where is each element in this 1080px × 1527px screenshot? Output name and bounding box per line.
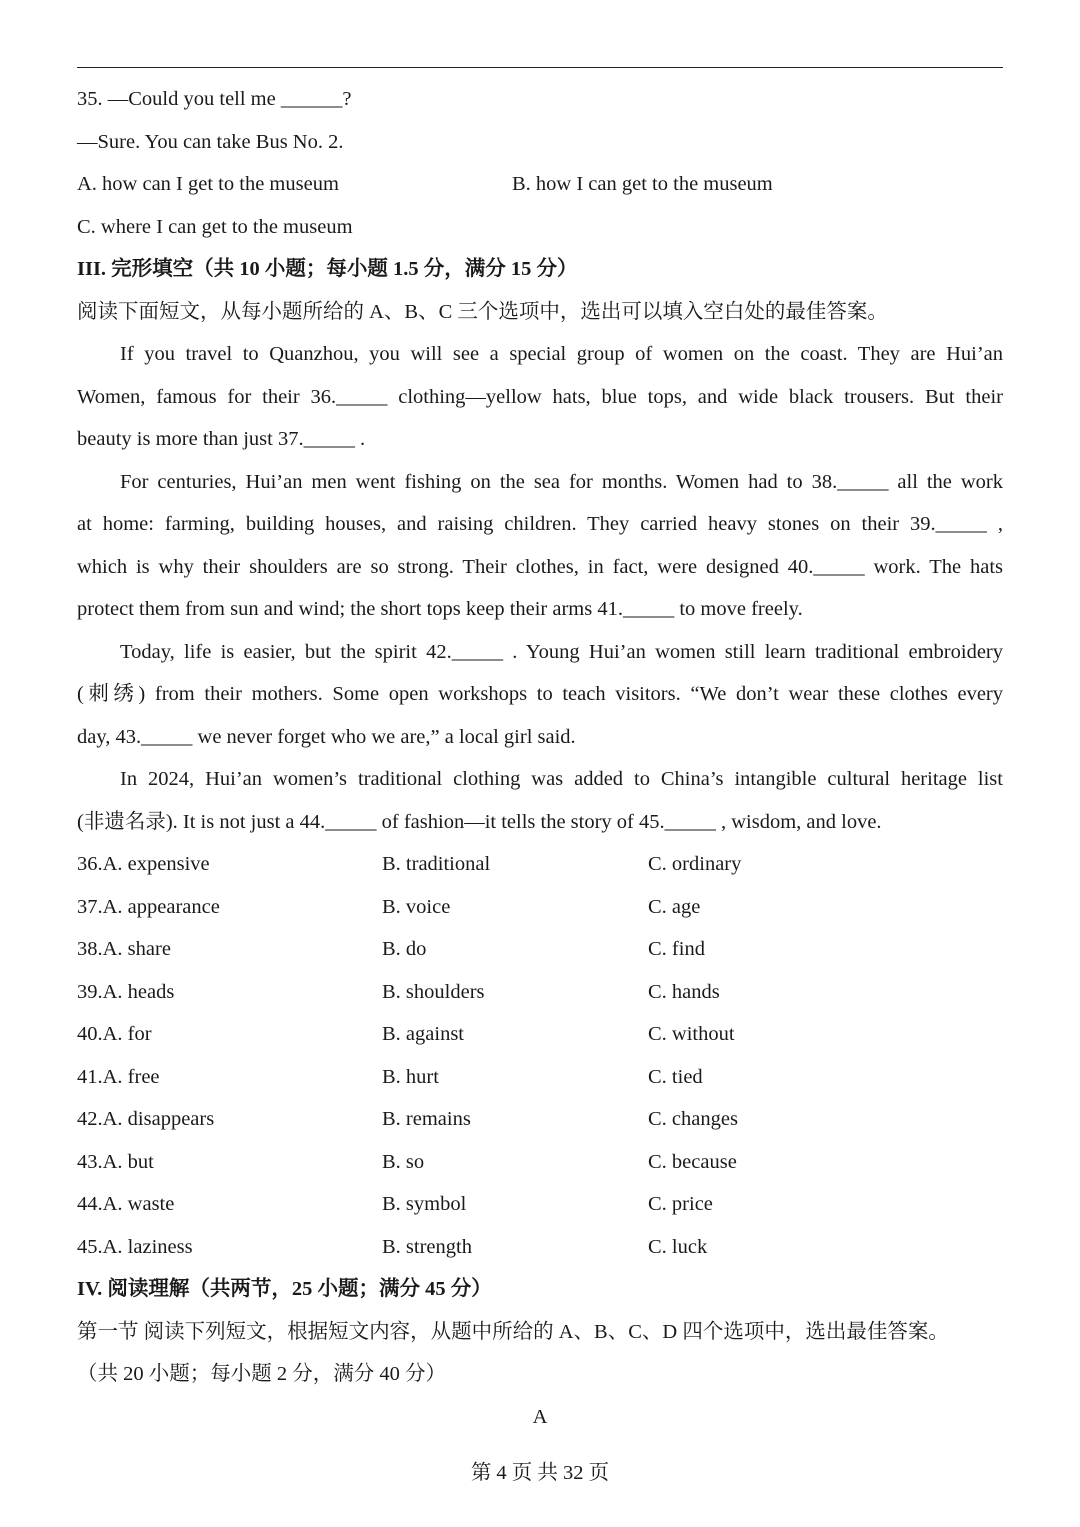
section3-instruction: 阅读下面短文，从每小题所给的 A、B、C 三个选项中，选出可以填入空白处的最佳答案。 [77,300,888,323]
option-a: 42.A. disappears [77,1108,215,1130]
option-a: 45.A. laziness [77,1235,193,1258]
section4-instruction-line2: （共 20 小题；每小题 2 分，满分 40 分） [77,1363,446,1385]
option-a: 44.A. waste [77,1193,175,1215]
q35-option-c: C. where I can get to the museum [77,215,353,238]
option-row [77,1183,1003,1226]
header-rule [77,67,1003,68]
option-b: B. remains [382,1108,471,1130]
passage-line: Today, life is easier, but the spirit 42._____ . Young Hui’an women still learn traditional embroidery [120,640,1003,663]
option-b: B. so [382,1150,425,1173]
option-a: 38.A. share [77,938,171,960]
option-c: C. without [648,1023,735,1045]
option-b: B. do [382,938,427,960]
passage-line: beauty is more than just 37._____ . [77,428,366,450]
passage-line: protect them from sun and wind; the short tops keep their arms 41._____ to move freely. [77,598,803,620]
cloze-passage [77,333,1003,843]
option-b: B. strength [382,1235,472,1258]
option-c: C. price [648,1193,713,1215]
option-a: 40.A. for [77,1023,152,1045]
option-a: 41.A. free [77,1065,160,1088]
passage-line: (刺绣) from their mothers. Some open workshops to teach visitors. “We don’t wear these clothes every [77,683,1003,705]
option-row [77,1013,1003,1056]
option-a: 37.A. appearance [77,895,220,918]
passage-line: If you travel to Quanzhou, you will see a special group of women on the coast. They are Hui’an [120,343,1003,365]
option-c: C. ordinary [648,853,742,875]
option-c: C. find [648,938,705,960]
option-row [77,1141,1003,1184]
option-row [77,843,1003,886]
page-content [77,78,1003,1438]
option-c: C. luck [648,1235,708,1258]
section4-title: IV. 阅读理解（共两节，25 小题；满分 45 分） [77,1278,492,1300]
passage-line: Women, famous for their 36._____ clothing—yellow hats, blue tops, and wide black trousers. But their [77,385,1003,408]
q35-option-a: A. how can I get to the museum [77,173,339,195]
passage-line: In 2024, Hui’an women’s traditional clothing was added to China’s intangible cultural heritage list [120,768,1003,790]
option-b: B. symbol [382,1193,467,1215]
passage-line: (非遗名录). It is not just a 44._____ of fashion—it tells the story of 45._____ , wisdom, and love. [77,810,882,833]
option-b: B. voice [382,895,451,918]
passage-line: which is why their shoulders are so strong. Their clothes, in fact, were designed 40._____ work. The hats [77,555,1003,578]
option-row [77,928,1003,971]
section4-instruction-line1: 第一节 阅读下列短文，根据短文内容，从题中所给的 A、B、C、D 四个选项中，选出最佳答案。 [77,1320,949,1343]
section3-title: III. 完形填空（共 10 小题；每小题 1.5 分，满分 15 分） [77,258,578,280]
option-row [77,971,1003,1014]
option-c: C. changes [648,1108,738,1130]
option-c: C. tied [648,1065,703,1088]
passage-label: A [532,1405,548,1428]
option-row [77,1056,1003,1099]
cloze-options [77,843,1003,1268]
option-b: B. shoulders [382,980,485,1003]
option-row [77,1098,1003,1141]
option-a: 39.A. heads [77,980,175,1003]
option-row [77,1226,1003,1269]
option-row [77,886,1003,929]
q35-question: 35. —Could you tell me ______? [77,88,352,110]
passage-line: For centuries, Hui’an men went fishing on the sea for months. Women had to 38._____ all the work [120,470,1003,493]
option-b: B. traditional [382,853,491,875]
option-b: B. against [382,1023,464,1045]
option-c: C. because [648,1150,737,1173]
q35-reply: —Sure. You can take Bus No. 2. [77,130,344,153]
q35-options-row [77,163,1003,206]
q35-option-b: B. how I can get to the museum [512,173,773,195]
option-a: 36.A. expensive [77,853,210,875]
option-c: C. age [648,895,701,918]
passage-line: day, 43._____ we never forget who we are,” a local girl said. [77,725,576,748]
option-b: B. hurt [382,1065,439,1088]
option-a: 43.A. but [77,1150,154,1173]
passage-line: at home: farming, building houses, and raising children. They carried heavy stones on their 39._____ , [77,513,1003,535]
option-c: C. hands [648,980,720,1003]
page-footer: 第 4 页 共 32 页 [470,1462,610,1484]
